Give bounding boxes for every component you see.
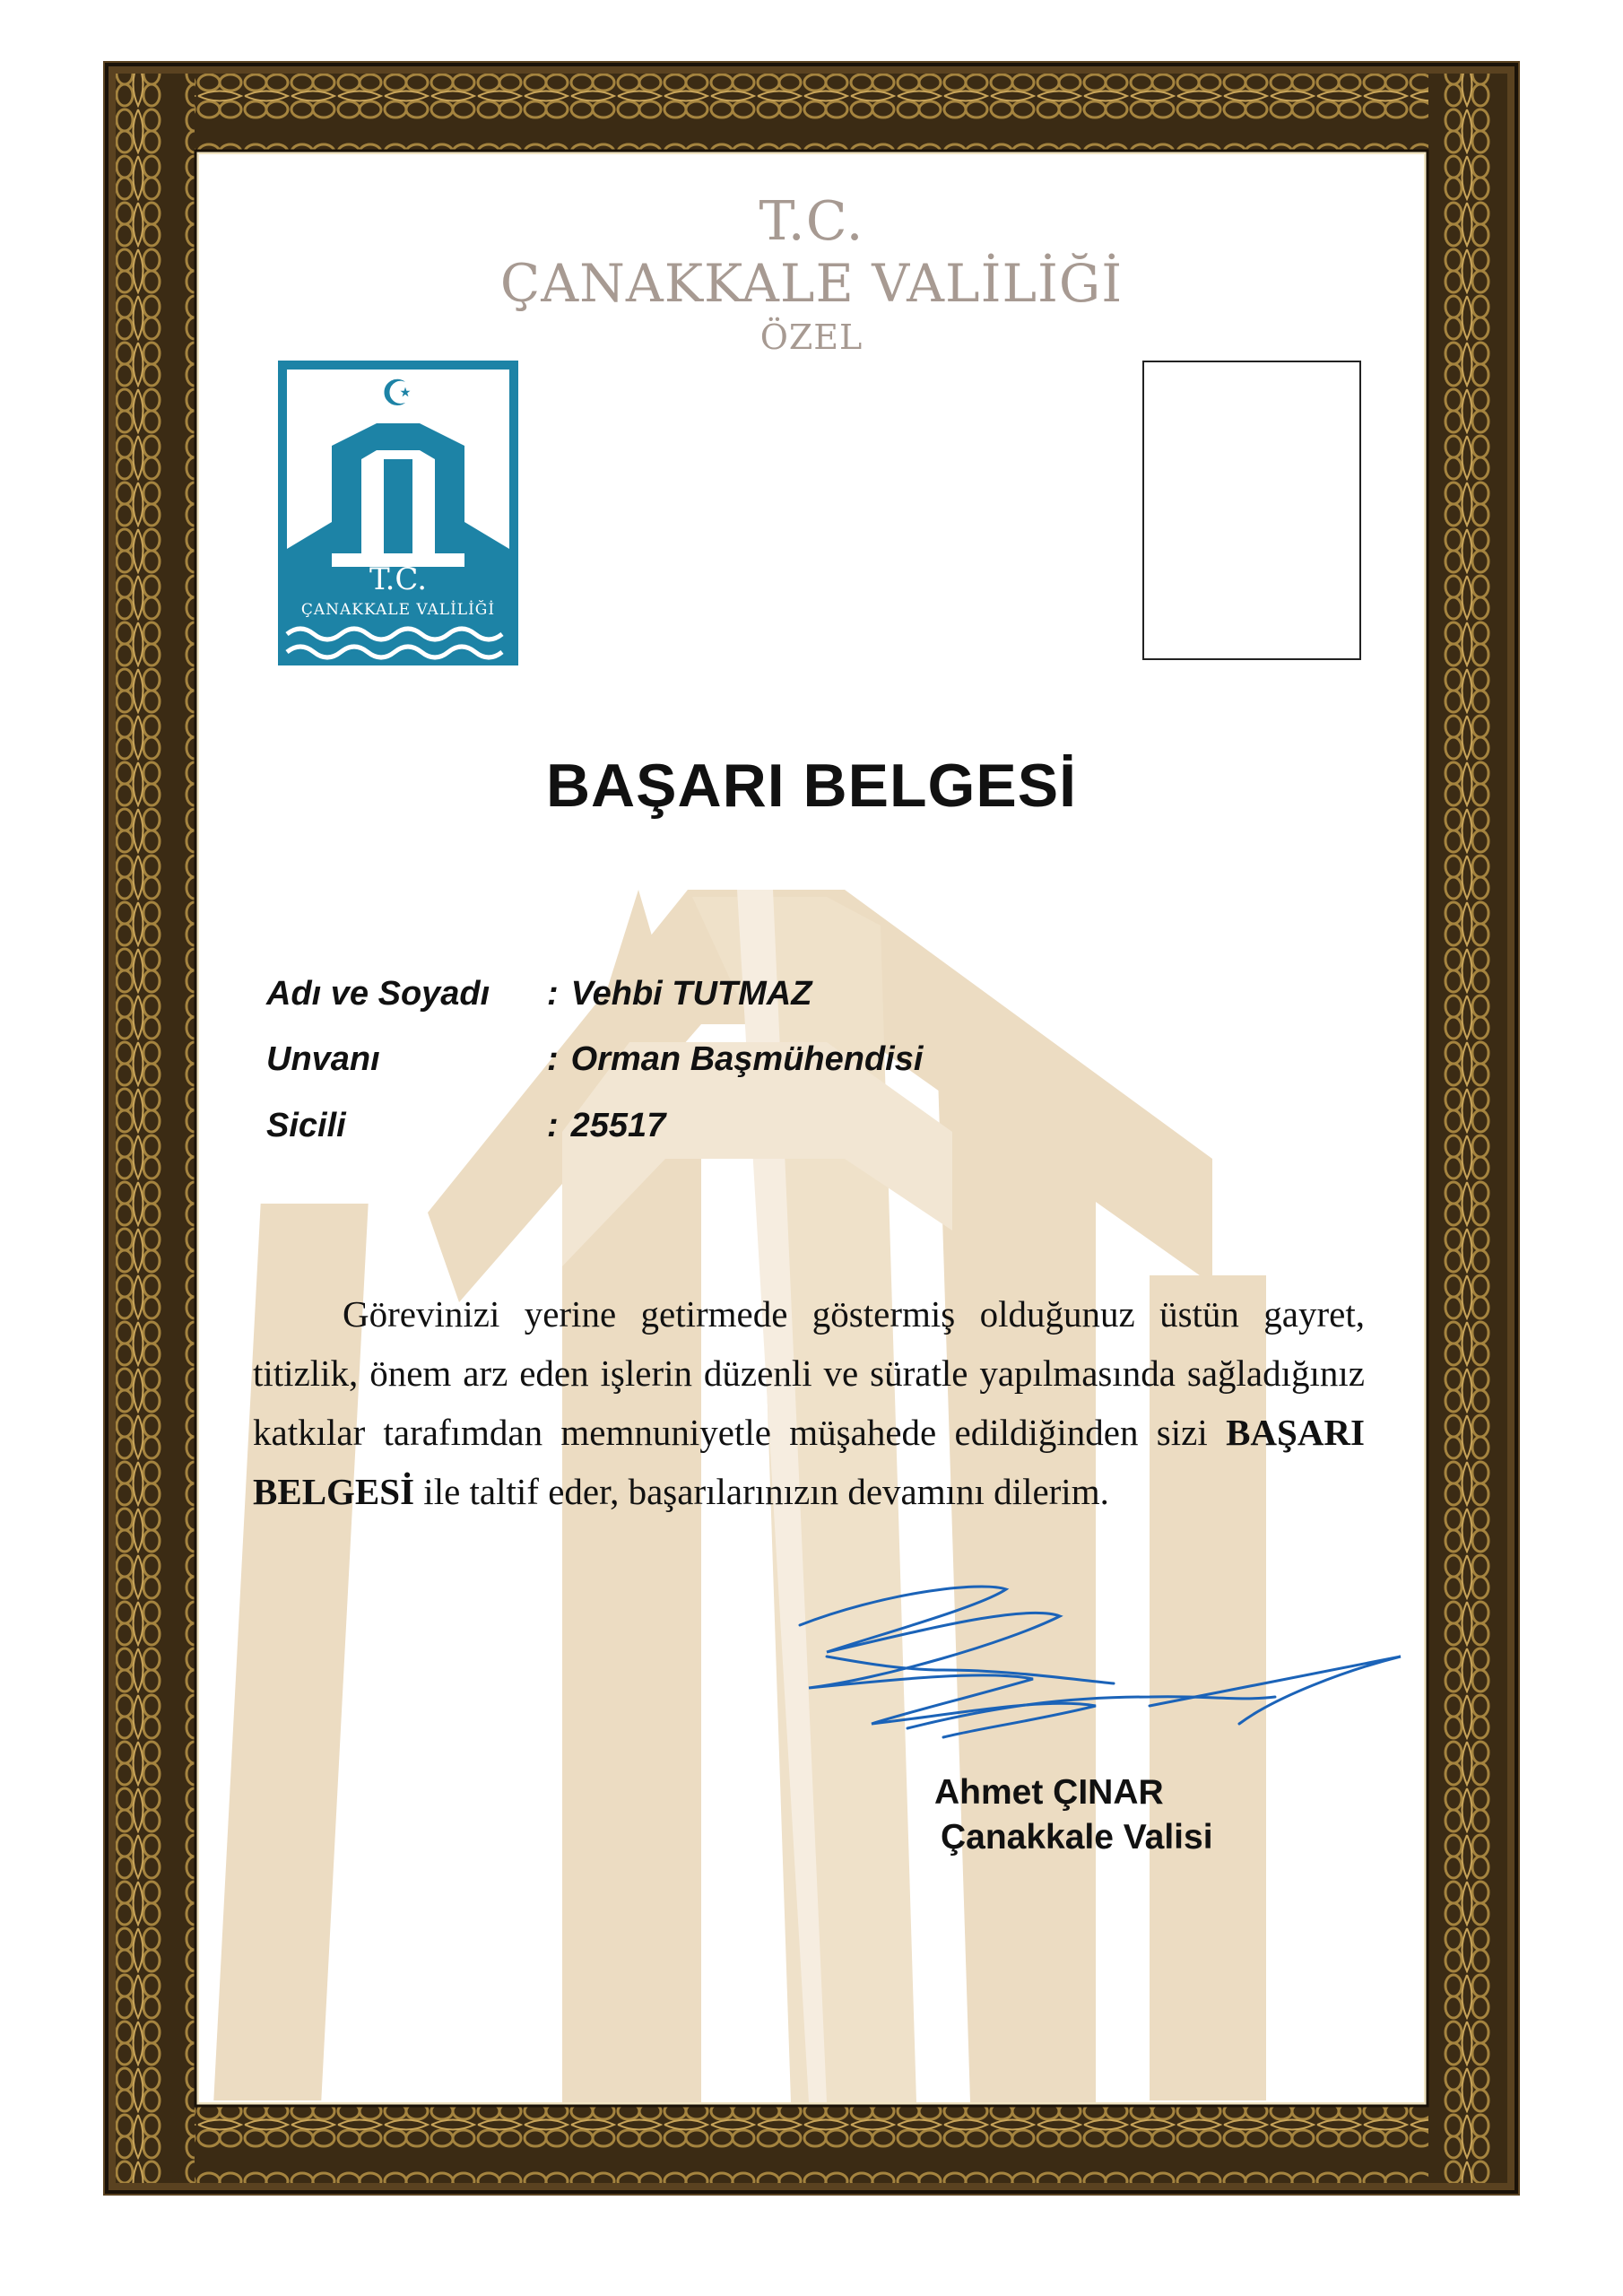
signatory-name: Ahmet ÇINAR [934, 1773, 1164, 1812]
commendation-paragraph [253, 1284, 1365, 1521]
paragraph-text-end: ile taltif eder, başarılarınızın devamını dilerim. [414, 1471, 1109, 1512]
certificate-title: BAŞARI BELGESİ [545, 752, 1078, 820]
photo-placeholder [1142, 361, 1361, 660]
header-tc: T.C. [759, 190, 864, 253]
registry-label: Sicili [266, 1107, 346, 1144]
registry-value-row: : 25517 [547, 1107, 666, 1144]
crescent-star-icon: ☪ [381, 373, 413, 414]
name-value: Vehbi TUTMAZ [570, 975, 812, 1013]
title-value-row: : Orman Başmühendisi [547, 1040, 924, 1078]
certificate-sheet [199, 154, 1424, 2102]
header-governorship: ÇANAKKALE VALİLİĞİ [499, 253, 1124, 314]
registry-value: 25517 [570, 1107, 666, 1144]
name-label: Adı ve Soyadı [266, 975, 490, 1013]
signatory-title: Çanakkale Valisi [941, 1818, 1213, 1857]
title-value: Orman Başmühendisi [570, 1040, 924, 1078]
handwritten-signature [773, 1571, 1419, 1778]
title-label: Unvanı [266, 1040, 380, 1078]
header-private: ÖZEL [759, 317, 864, 357]
governorship-logo [278, 361, 518, 665]
name-value-row: : Vehbi TUTMAZ [547, 975, 812, 1013]
paragraph-highlight: BAŞARI BELGESİ [253, 1412, 1365, 1512]
paragraph-text-start: Görevinizi yerine getirmede göstermiş olduğunuz üstün gayret, titizlik, önem arz eden işlerin düzenli ve süratle yapılmasında sağladığınız katkılar tarafımdan memnuniyetle müşahede edildiğinden sizi [253, 1293, 1365, 1453]
logo-governorship-text: ÇANAKKALE VALİLİĞİ [300, 601, 496, 619]
logo-tc-text: T.C. [369, 561, 428, 597]
